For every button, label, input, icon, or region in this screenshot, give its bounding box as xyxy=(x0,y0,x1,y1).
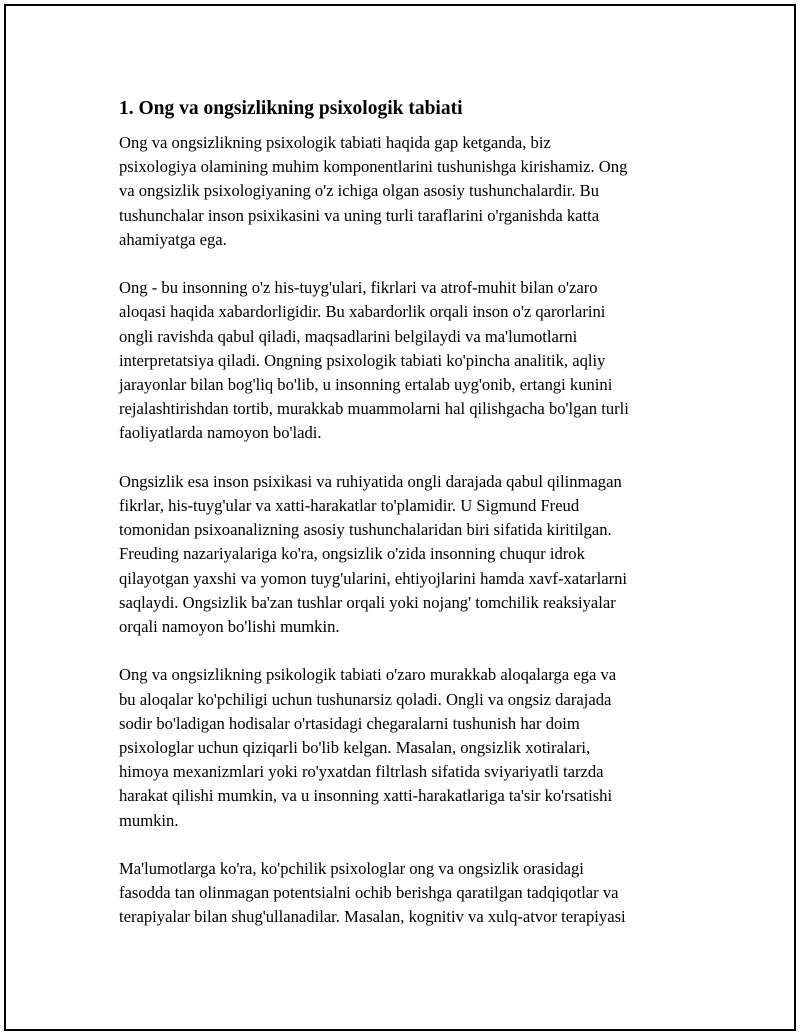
text-line: tushunchalar inson psixikasini va uning turli taraflarini o'rganishda katta xyxy=(119,205,600,225)
text-line: qilayotgan yaxshi va yomon tuyg'ularini, ehtiyojlarini hamda xavf-xatarlarni xyxy=(119,568,628,588)
paragraph xyxy=(119,131,689,252)
paragraph xyxy=(119,470,689,639)
text-line: Ma'lumotlarga ko'ra, ko'pchilik psixologlar ong va ongsizlik orasidagi xyxy=(119,859,584,879)
text-line: psixologiya olamining muhim komponentlarini tushunishga kirishamiz. Ong xyxy=(119,157,628,177)
text-line: terapiyalar bilan shug'ullanadilar. Masalan, kognitiv va xulq-atvor terapiyasi xyxy=(119,907,626,927)
text-line: sodir bo'ladigan hodisalar o'rtasidagi chegaralarni tushunish har doim xyxy=(119,713,580,733)
text-line: fasodda tan olinmagan potentsialni ochib berishga qaratilgan tadqiqotlar va xyxy=(119,883,619,903)
text-line: bu aloqalar ko'pchiligi uchun tushunarsiz qoladi. Ongli va ongsiz darajada xyxy=(119,689,612,709)
text-line: mumkin. xyxy=(119,810,179,830)
document-body xyxy=(119,95,689,954)
text-line: ongli ravishda qabul qiladi, maqsadlarini belgilaydi va ma'lumotlarni xyxy=(119,326,578,346)
text-line: harakat qilishi mumkin, va u insonning xatti-harakatlariga ta'sir ko'rsatishi xyxy=(119,786,613,806)
section-heading: 1. Ong va ongsizlikning psixologik tabiati xyxy=(119,98,463,119)
document-page xyxy=(4,4,796,1031)
paragraph xyxy=(119,857,689,930)
text-line: tomonidan psixoanalizning asosiy tushunchalaridan biri sifatida kiritilgan. xyxy=(119,520,612,540)
text-line: interpretatsiya qiladi. Ongning psixologik tabiati ko'pincha analitik, aqliy xyxy=(119,350,606,370)
text-line: saqlaydi. Ongsizlik ba'zan tushlar orqali yoki nojang' tomchilik reaksiyalar xyxy=(119,592,616,612)
text-line: psixologlar uchun qiziqarli bo'lib kelgan. Masalan, ongsizlik xotiralari, xyxy=(119,738,591,758)
text-line: orqali namoyon bo'lishi mumkin. xyxy=(119,617,340,637)
text-line: Ongsizlik esa inson psixikasi va ruhiyatida ongli darajada qabul qilinmagan xyxy=(119,471,622,491)
text-line: Ong - bu insonning o'z his-tuyg'ulari, fikrlari va atrof-muhit bilan o'zaro xyxy=(119,278,598,298)
text-line: faoliyatlarda namoyon bo'ladi. xyxy=(119,423,322,443)
paragraph xyxy=(119,276,689,445)
text-line: Ong va ongsizlikning psixologik tabiati haqida gap ketganda, biz xyxy=(119,133,551,152)
text-line: jarayonlar bilan bog'liq bo'lib, u insonning ertalab uyg'onib, ertangi kunini xyxy=(119,375,613,395)
text-line: Freuding nazariyalariga ko'ra, ongsizlik o'zida insonning chuqur idrok xyxy=(119,544,585,564)
text-line: Ong va ongsizlikning psikologik tabiati o'zaro murakkab aloqalarga ega va xyxy=(119,665,617,685)
text-line: ahamiyatga ega. xyxy=(119,229,227,249)
text-line: rejalashtirishdan tortib, murakkab muammolarni hal qilishgacha bo'lgan turli xyxy=(119,399,629,419)
text-line: himoya mexanizmlari yoki ro'yxatdan filtrlash sifatida sviyariyatli tarzda xyxy=(119,762,604,782)
text-line: fikrlar, his-tuyg'ular va xatti-harakatlar to'plamidir. U Sigmund Freud xyxy=(119,496,580,516)
text-line: va ongsizlik psixologiyaning o'z ichiga olgan asosiy tushunchalardir. Bu xyxy=(119,181,599,201)
paragraph xyxy=(119,663,689,832)
text-line: aloqasi haqida xabardorligidir. Bu xabardorlik orqali inson o'z qarorlarini xyxy=(119,302,606,322)
